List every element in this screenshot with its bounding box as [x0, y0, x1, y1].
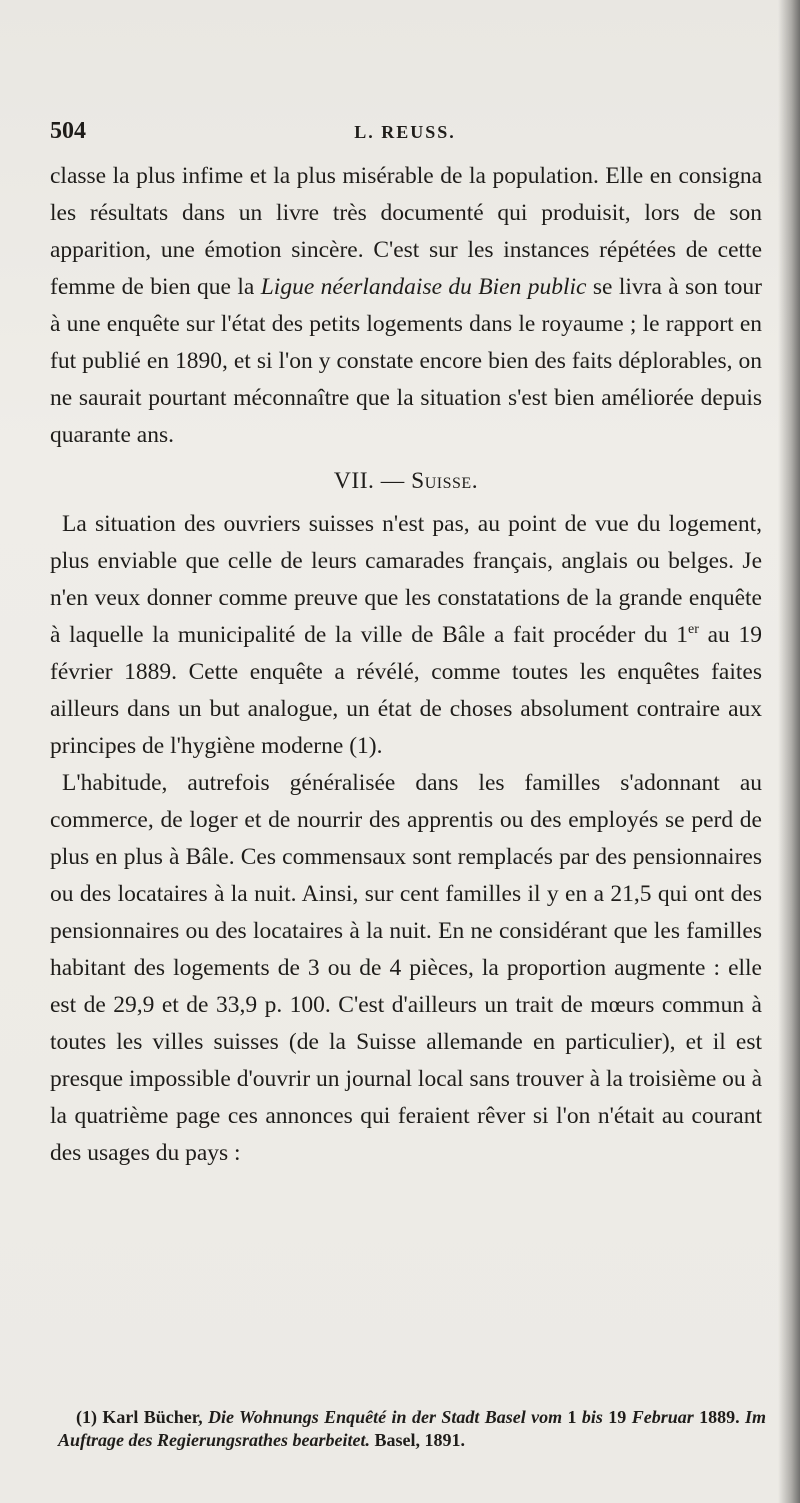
paragraph-1-text-a: classe la plus infime et la plus misérable de la population. Elle en consigna les résultats dans un livre très documenté qui produisit, lors de son apparition, une émotion sincère. C'est sur les instances répétées de cette femme de bien que la: [50, 163, 762, 300]
footnote-plain-2: 19: [602, 1407, 632, 1427]
paragraph-2: [50, 506, 762, 765]
footnote-plain-3: 1889.: [693, 1407, 745, 1427]
section-number: VII. —: [333, 468, 405, 494]
paragraph-1: [50, 158, 762, 454]
page-edge-shadow: [778, 0, 800, 1503]
page-header: [50, 118, 760, 148]
section-title: Suisse.: [411, 468, 479, 494]
footnote-title-part-1: Die Wohnungs Enquêté in der Stadt Basel vom: [208, 1407, 563, 1427]
footnote-marker-author: (1) Karl Bücher,: [76, 1407, 208, 1427]
footnote-title-part-3: Februar: [631, 1407, 694, 1427]
running-head: L. REUSS.: [354, 122, 456, 142]
footnote-title-part-4: Im Auftrage des Regierungsrathes bearbeitet.: [58, 1407, 767, 1450]
footnote-1: [58, 1406, 766, 1452]
footnote-plain-4: Basel, 1891.: [370, 1430, 466, 1450]
paragraph-1-text-b: se livra à son tour à une enquête sur l'état des petits logements dans le royaume ; le rapport en fut publié en 1890, et si l'on y constate encore bien des faits déplorables, on ne saurait pourtant méconnaître que la situation s'est bien améliorée depuis quarante ans.: [50, 274, 763, 448]
paragraph-2-text-b: au 19 février 1889. Cette enquête a révélé, comme toutes les enquêtes faites ailleurs dans un but analogue, un état de choses absolument contraire aux principes de l'hygiène moderne (1).: [50, 622, 763, 759]
page-number: 504: [50, 118, 86, 144]
section-heading: [50, 462, 762, 500]
footnotes: [58, 1406, 766, 1452]
paragraph-2-text-a: La situation des ouvriers suisses n'est pas, au point de vue du logement, plus enviable que celle de leurs camarades français, anglais ou belges. Je n'en veux donner comme preuve que les constatations de la grande enquête à laquelle la municipalité de la ville de Bâle a fait procéder du 1: [50, 511, 762, 648]
body-text: [50, 158, 762, 1172]
paragraph-3: L'habitude, autrefois généralisée dans les familles s'adonnant au commerce, de loger et de nourrir des apprentis ou des employés se perd de plus en plus à Bâle. Ces commensaux sont remplacés par des pensionnaires ou des locataires à la nuit. Ainsi, sur cent familles il y en a 21,5 qui ont des pensionnaires ou des locataires à la nuit. En ne considérant que les familles habitant des logements de 3 ou de 4 pièces, la proportion augmente : elle est de 29,9 et de 33,9 p. 100. C'est d'ailleurs un trait de mœurs commun à toutes les villes suisses (de la Suisse allemande en particulier), et il est presque impossible d'ouvrir un journal local sans trouver à la troisième ou à la quatrième page ces annonces qui feraient rêver si l'on n'était au courant des usages du pays :: [50, 770, 762, 1166]
paragraph-1-italic: Ligue néerlandaise du Bien public: [260, 274, 587, 300]
paragraph-2-superscript: er: [687, 622, 699, 638]
footnote-plain-1: 1: [562, 1407, 582, 1427]
footnote-title-part-2: bis: [581, 1407, 603, 1427]
